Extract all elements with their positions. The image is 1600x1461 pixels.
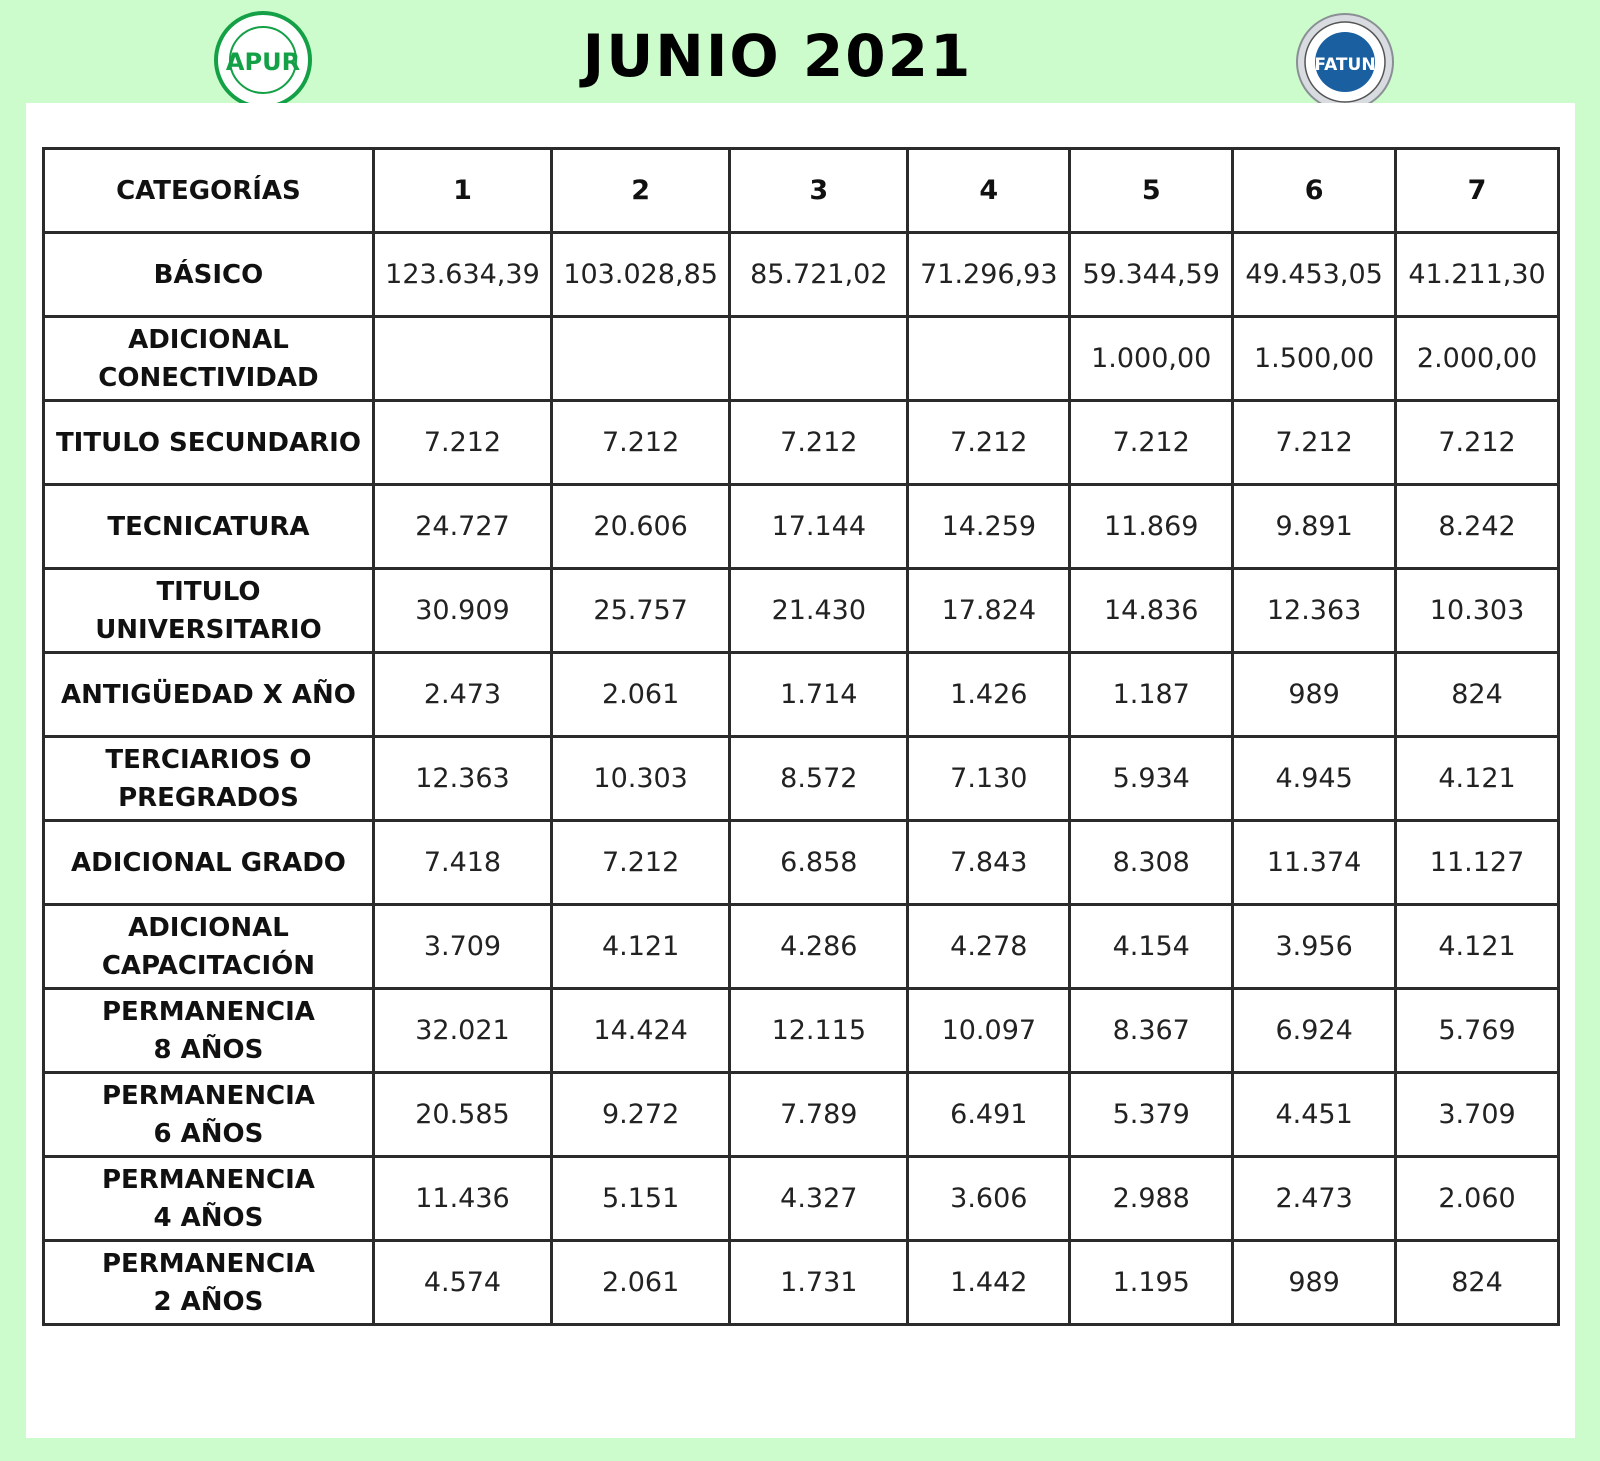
fatun-logo-text: FATUN xyxy=(1314,55,1376,75)
table-cell: 123.634,39 xyxy=(373,233,551,317)
table-cell: 7.212 xyxy=(730,401,908,485)
table-cell: 2.473 xyxy=(373,653,551,737)
table-cell: 1.000,00 xyxy=(1070,317,1233,401)
table-row xyxy=(44,1157,1559,1241)
table-cell: 5.151 xyxy=(552,1157,730,1241)
table-cell: 1.500,00 xyxy=(1233,317,1396,401)
table-cell: 9.272 xyxy=(552,1073,730,1157)
table-row xyxy=(44,569,1559,653)
table-cell: 1.731 xyxy=(730,1241,908,1325)
table-cell: 6.858 xyxy=(730,821,908,905)
table-cell: 2.000,00 xyxy=(1396,317,1559,401)
table-cell: 21.430 xyxy=(730,569,908,653)
table-cell: 103.028,85 xyxy=(552,233,730,317)
table-cell: 989 xyxy=(1233,1241,1396,1325)
table-cell: 2.473 xyxy=(1233,1157,1396,1241)
header-col-5: 5 xyxy=(1070,149,1233,233)
table-cell: 1.195 xyxy=(1070,1241,1233,1325)
table-cell: 4.154 xyxy=(1070,905,1233,989)
table-cell: 8.308 xyxy=(1070,821,1233,905)
table-cell: 5.769 xyxy=(1396,989,1559,1073)
table-cell: 12.363 xyxy=(1233,569,1396,653)
table-cell: 7.212 xyxy=(373,401,551,485)
table-row xyxy=(44,989,1559,1073)
table-cell: 9.891 xyxy=(1233,485,1396,569)
table-cell: 2.061 xyxy=(552,653,730,737)
table-cell: 6.924 xyxy=(1233,989,1396,1073)
table-cell xyxy=(730,317,908,401)
table-cell: 5.379 xyxy=(1070,1073,1233,1157)
salary-panel xyxy=(26,103,1575,1438)
apur-logo-text: APUR xyxy=(225,48,301,76)
table-cell: 7.212 xyxy=(1070,401,1233,485)
table-row xyxy=(44,485,1559,569)
row-label: TITULO UNIVERSITARIO xyxy=(44,569,374,653)
row-label: TITULO SECUNDARIO xyxy=(44,401,374,485)
table-cell: 17.144 xyxy=(730,485,908,569)
table-cell: 12.363 xyxy=(373,737,551,821)
table-cell: 7.212 xyxy=(552,821,730,905)
table-cell: 4.451 xyxy=(1233,1073,1396,1157)
table-cell: 7.212 xyxy=(908,401,1070,485)
table-cell: 824 xyxy=(1396,653,1559,737)
table-cell: 4.278 xyxy=(908,905,1070,989)
table-cell: 11.127 xyxy=(1396,821,1559,905)
table-cell: 32.021 xyxy=(373,989,551,1073)
table-cell: 59.344,59 xyxy=(1070,233,1233,317)
table-cell: 30.909 xyxy=(373,569,551,653)
row-label: PERMANENCIA 2 AÑOS xyxy=(44,1241,374,1325)
table-cell: 1.442 xyxy=(908,1241,1070,1325)
table-cell: 10.303 xyxy=(552,737,730,821)
header-label: CATEGORÍAS xyxy=(44,149,374,233)
table-cell: 824 xyxy=(1396,1241,1559,1325)
table-row xyxy=(44,401,1559,485)
table-cell: 12.115 xyxy=(730,989,908,1073)
table-cell: 7.212 xyxy=(1396,401,1559,485)
table-row xyxy=(44,653,1559,737)
table-cell: 4.327 xyxy=(730,1157,908,1241)
table-cell: 2.060 xyxy=(1396,1157,1559,1241)
table-cell: 3.709 xyxy=(1396,1073,1559,1157)
table-cell: 989 xyxy=(1233,653,1396,737)
table-cell: 41.211,30 xyxy=(1396,233,1559,317)
table-cell: 8.367 xyxy=(1070,989,1233,1073)
table-cell: 7.789 xyxy=(730,1073,908,1157)
table-cell: 4.945 xyxy=(1233,737,1396,821)
table-cell: 7.212 xyxy=(552,401,730,485)
table-row xyxy=(44,1073,1559,1157)
table-cell: 4.574 xyxy=(373,1241,551,1325)
row-label: ADICIONAL GRADO xyxy=(44,821,374,905)
table-cell: 14.836 xyxy=(1070,569,1233,653)
table-cell: 11.374 xyxy=(1233,821,1396,905)
table-row xyxy=(44,737,1559,821)
table-cell: 3.709 xyxy=(373,905,551,989)
table-cell: 6.491 xyxy=(908,1073,1070,1157)
table-cell: 2.061 xyxy=(552,1241,730,1325)
table-cell: 71.296,93 xyxy=(908,233,1070,317)
table-cell: 3.956 xyxy=(1233,905,1396,989)
header-col-2: 2 xyxy=(552,149,730,233)
salary-table xyxy=(42,147,1560,1326)
table-cell: 7.212 xyxy=(1233,401,1396,485)
header-col-1: 1 xyxy=(373,149,551,233)
header-col-4: 4 xyxy=(908,149,1070,233)
table-cell: 24.727 xyxy=(373,485,551,569)
header-col-6: 6 xyxy=(1233,149,1396,233)
table-cell: 1.426 xyxy=(908,653,1070,737)
row-label: PERMANENCIA 6 AÑOS xyxy=(44,1073,374,1157)
row-label: ANTIGÜEDAD X AÑO xyxy=(44,653,374,737)
table-row xyxy=(44,233,1559,317)
table-cell: 2.988 xyxy=(1070,1157,1233,1241)
row-label: ADICIONAL CONECTIVIDAD xyxy=(44,317,374,401)
table-row xyxy=(44,1241,1559,1325)
table-cell: 10.097 xyxy=(908,989,1070,1073)
table-cell: 8.572 xyxy=(730,737,908,821)
row-label: TECNICATURA xyxy=(44,485,374,569)
table-cell: 7.130 xyxy=(908,737,1070,821)
table-cell: 1.187 xyxy=(1070,653,1233,737)
table-cell: 11.869 xyxy=(1070,485,1233,569)
row-label: TERCIARIOS O PREGRADOS xyxy=(44,737,374,821)
row-label: PERMANENCIA 4 AÑOS xyxy=(44,1157,374,1241)
row-label: ADICIONAL CAPACITACIÓN xyxy=(44,905,374,989)
table-cell: 3.606 xyxy=(908,1157,1070,1241)
header-col-7: 7 xyxy=(1396,149,1559,233)
table-cell: 25.757 xyxy=(552,569,730,653)
table-cell: 49.453,05 xyxy=(1233,233,1396,317)
apur-logo xyxy=(213,10,313,110)
table-row xyxy=(44,821,1559,905)
table-cell: 20.606 xyxy=(552,485,730,569)
table-cell: 5.934 xyxy=(1070,737,1233,821)
table-cell: 14.424 xyxy=(552,989,730,1073)
row-label: BÁSICO xyxy=(44,233,374,317)
page-title: JUNIO 2021 xyxy=(582,22,973,90)
table-cell: 4.286 xyxy=(730,905,908,989)
table-cell: 20.585 xyxy=(373,1073,551,1157)
table-cell xyxy=(908,317,1070,401)
table-row xyxy=(44,905,1559,989)
header-col-3: 3 xyxy=(730,149,908,233)
table-cell: 8.242 xyxy=(1396,485,1559,569)
table-row xyxy=(44,317,1559,401)
table-cell: 7.418 xyxy=(373,821,551,905)
table-cell: 4.121 xyxy=(552,905,730,989)
table-cell: 85.721,02 xyxy=(730,233,908,317)
table-cell: 10.303 xyxy=(1396,569,1559,653)
row-label: PERMANENCIA 8 AÑOS xyxy=(44,989,374,1073)
table-cell: 7.843 xyxy=(908,821,1070,905)
table-cell: 4.121 xyxy=(1396,737,1559,821)
table-cell: 11.436 xyxy=(373,1157,551,1241)
table-cell xyxy=(552,317,730,401)
header-row xyxy=(44,149,1559,233)
table-cell: 14.259 xyxy=(908,485,1070,569)
table-cell xyxy=(373,317,551,401)
table-cell: 1.714 xyxy=(730,653,908,737)
table-cell: 4.121 xyxy=(1396,905,1559,989)
fatun-logo xyxy=(1295,12,1395,112)
table-cell: 17.824 xyxy=(908,569,1070,653)
